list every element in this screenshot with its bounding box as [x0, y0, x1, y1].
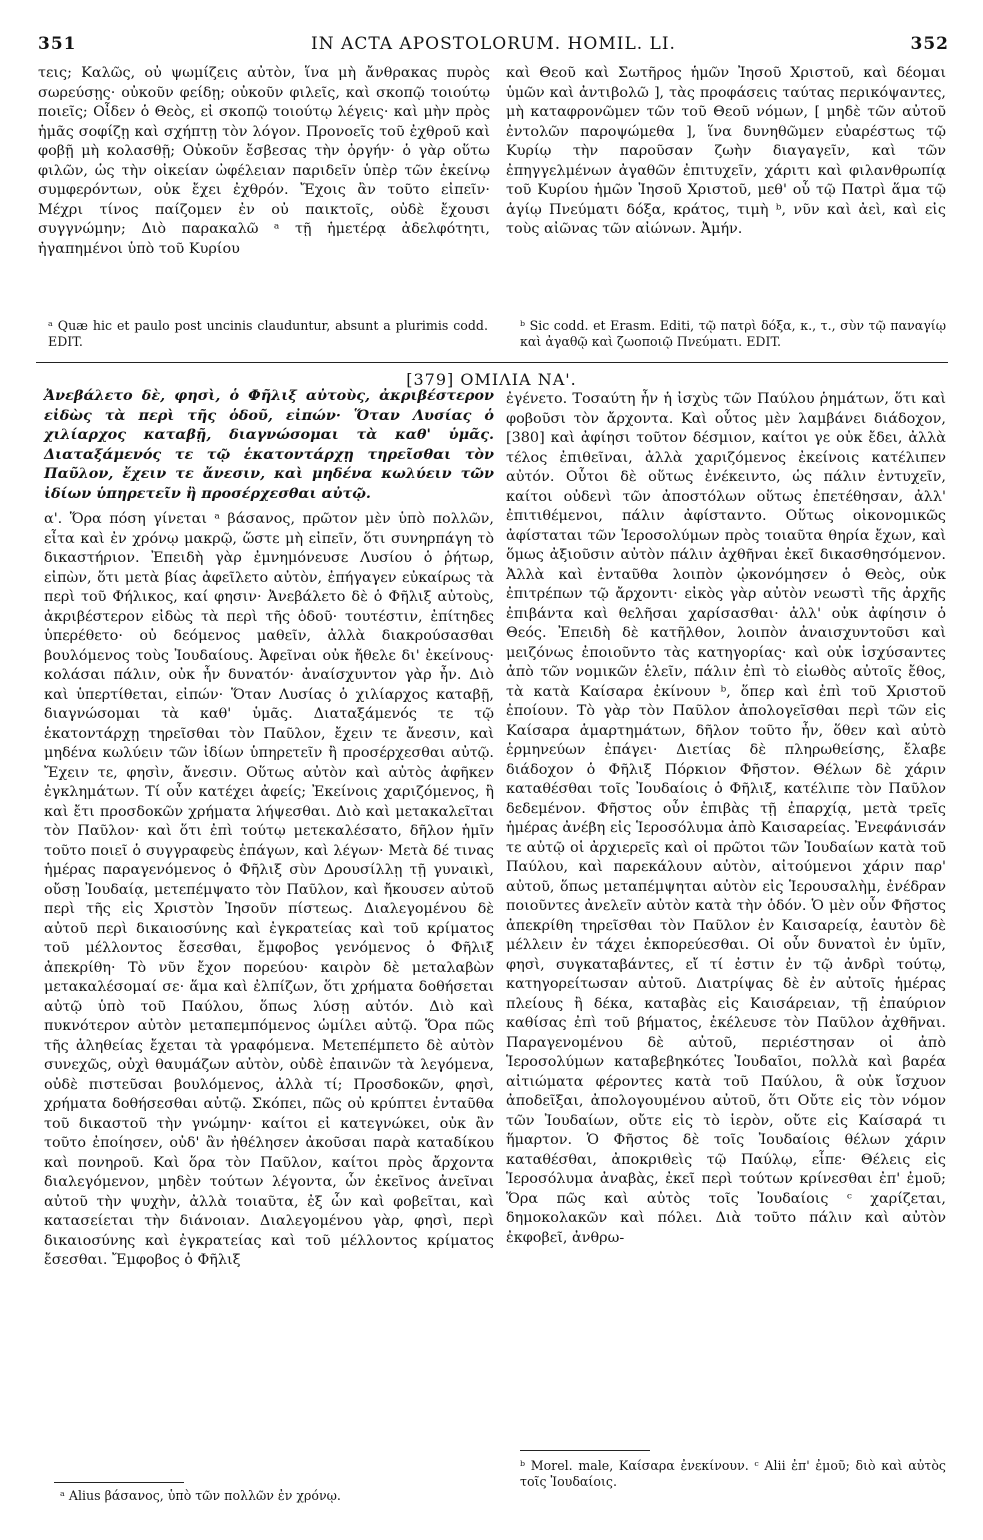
homily-summary-text: Ἀνεβάλετο δὲ, φησὶ, ὁ Φῆλιξ αὐτοὺς, ἀκριβέστερον εἰδὼς τὰ περὶ τῆς ὁδοῦ, εἰπών· Ὅταν Λυσίας ὁ χιλίαρχος καταβῇ, διαγνώσομαι τὰ καθ' ὑμᾶς. Διαταξάμενός τε τῷ ἑκατοντάρχῃ τηρεῖσθαι τὸν Παῦλον, ἔχειν τε ἄνεσιν, καὶ μηδένα κωλύειν τῶν ἰδίων ὑπηρετεῖν ἢ προσέρχεσθαι αὐτῷ.	[44, 387, 494, 502]
homily-right-paragraph: ἐγένετο. Τοσαύτη ἦν ἡ ἰσχὺς τῶν Παύλου ῥημάτων, ὅτι καὶ φοβοῦσι τὸν ἄρχοντα. Καὶ οὗτος μὲν λαμβάνει διάδοχον, [380] καὶ ἀφίησι τοῦτον δέσμιον, καίτοι γε οὐκ ἔδει, ἀλλὰ τέλος ἐπιθεῖναι, ἀλλὰ χαριζόμενος ἐκείνοις κατέλιπεν αὐτόν. Οὗτοι δὲ οὕτως ἐνέκειντο, ὡς πάλιν ἐντυχεῖν, καίτοι οὐδενὶ τῶν ἀποστόλων οὕτως ἐπετέθησαν, ἀλλ' ἐπιτιθέμενοι, πάλιν ἀφίσταντο. Οὕτως οἰκονομικῶς ἀφίσταται τῶν Ἱεροσολύμων πρὸς τοιαῦτα θηρία ἔχων, καὶ ὅμως ἀξιοῦσιν αὐτὸν πάλιν ἀχθῆναι ἐκεῖ δικασθησόμενον. Ἀλλὰ καὶ ἐνταῦθα λοιπὸν ᾠκονόμησεν ὁ Θεὸς, οὐκ ἐπιτρέπων τῷ ἄρχοντι· εἰκὸς γὰρ αὐτὸν νεωστὶ τῆς ἀρχῆς ἐπιβάντα καὶ θελῆσαι χαρίσασθαι· ἀλλ' οὐκ ἀφίησιν ὁ Θεός. Ἐπειδὴ δὲ κατῆλθον, λοιπὸν ἀναισχυντοῦσι καὶ μειζόνως ἐποιοῦντο τὰς κατηγορίας· καὶ οὐκ ἰσχύσαντες ἀπὸ τῶν νομικῶν ἑλεῖν, πάλιν ἐπὶ τὸ εἰωθὸς αὐτοῖς ἔθος, τὰ κατὰ Καίσαρα ἐκίνουν ᵇ, ὅπερ καὶ ἐπὶ τοῦ Χριστοῦ ἐποίουν. Τὸ γὰρ τὸν Παῦλον ἀπολογεῖσθαι περὶ τῶν εἰς Καίσαρα ἁμαρτημάτων, δῆλον τοῦτο ἦν, ὅθεν καὶ αὐτὸ ἑρμηνεύων ἐπάγει· Διετίας δὲ πληρωθείσης, ἔλαβε διάδοχον ὁ Φῆλιξ Πόρκιον Φῆστον. Θέλων δὲ χάριν καταθέσθαι τοῖς Ἰουδαίοις ὁ Φῆλιξ, κατέλιπε τὸν Παῦλον δεδεμένον. Φῆστος οὖν ἐπιβὰς τῇ ἐπαρχίᾳ, μετὰ τρεῖς ἡμέρας ἀνέβη εἰς Ἱεροσόλυμα ἀπὸ Καισαρείας. Ἐνεφάνισάν τε αὐτῷ οἱ ἀρχιερεῖς καὶ οἱ πρῶτοι τῶν Ἰουδαίων κατὰ τοῦ Παύλου, καὶ παρεκάλουν αὐτὸν, αἰτούμενοι χάριν παρ' αὐτοῦ, ὅπως μεταπέμψηται αὐτὸν εἰς Ἱερουσαλὴμ, ἐνέδραν ποιοῦντες ἀνελεῖν αὐτὸν κατὰ τὴν ὁδόν. Ὁ μὲν οὖν Φῆστος ἀπεκρίθη τηρεῖσθαι τὸν Παῦλον ἐν Καισαρείᾳ, ἑαυτὸν δὲ μέλλειν ἐν τάχει ἐκπορεύεσθαι. Οἱ οὖν δυνατοὶ ἐν ὑμῖν, φησὶ, συγκαταβάντες, εἴ τί ἐστιν ἐν τῷ ἀνδρὶ τούτῳ, κατηγορείτωσαν αὐτοῦ. Διατρίψας δὲ ἐν αὐτοῖς ἡμέρας πλείους ἢ δέκα, καταβὰς εἰς Καισάρειαν, τῇ ἐπαύριον καθίσας ἐπὶ τοῦ βήματος, ἐκέλευσε τὸν Παῦλον ἀχθῆναι. Παραγενομένου δὲ αὐτοῦ, περιέστησαν οἱ ἀπὸ Ἱεροσολύμων καταβεβηκότες Ἰουδαῖοι, πολλὰ καὶ βαρέα αἰτιώματα φέροντες κατὰ τοῦ Παύλου, ἃ οὐκ ἴσχυον ἀποδεῖξαι, ἀπολογουμένου αὐτοῦ, ὅτι Οὔτε εἰς τὸν νόμον τῶν Ἰουδαίων, οὔτε εἰς τὸ ἱερὸν, οὔτε εἰς Καίσαρά τι ἥμαρτον. Ὁ Φῆστος δὲ τοῖς Ἰουδαίοις θέλων χάριν καταθέσθαι, ἀποκριθεὶς τῷ Παύλῳ, εἶπε· Θέλεις εἰς Ἱεροσόλυμα ἀναβὰς, ἐκεῖ περὶ τούτων κρίνεσθαι ἐπ' ἐμοῦ; Ὅρα πῶς καὶ αὐτὸς τοῖς Ἰουδαίοις ᶜ χαρίζεται, δημοκολακῶν καὶ πόλει. Διὰ τοῦτο πάλιν καὶ αὐτὸν ἐκφοβεῖ, ἀνθρω-	[506, 391, 946, 1246]
homily-left-column	[44, 510, 494, 1271]
homily-title: [379] ΟΜΙΛΙΑ ΝΑ'.	[406, 370, 577, 389]
homily-left-paragraph: α'. Ὅρα πόση γίνεται ᵃ βάσανος, πρῶτον μὲν ὑπὸ πολλῶν, εἶτα καὶ ἐν χρόνῳ μακρῷ, ὥστε μὴ εἰπεῖν, ὅτι συνηρπάγη τὸ δικαστήριον. Ἐπειδὴ γὰρ ἐμνημόνευσε Λυσίου ὁ ῥήτωρ, εἰπὼν, ὅτι μετὰ βίας ἀφεῖλετο αὐτὸν, ἐπήγαγεν εὐκαίρως τὰ περὶ τοῦ Φήλικος, καί φησιν· Ἀνεβάλετο δὲ ὁ Φῆλιξ αὐτοὺς, ἀκριβέστερον εἰδὼς τὰ περὶ τῆς ὁδοῦ· τουτέστιν, ἐπίτηδες ὑπερέθετο· οὐ δεόμενος μαθεῖν, ἀλλὰ διακρούσασθαι βουλόμενος τοὺς Ἰουδαίους. Ἀφεῖναι οὐκ ἤθελε δι' ἐκείνους· κολάσαι πάλιν, οὐκ ἦν δυνατόν· ἀναίσχυντον γὰρ ἦν. Διὸ καὶ ὑπερτίθεται, εἰπών· Ὅταν Λυσίας ὁ χιλίαρχος καταβῇ, διαγνώσομαι τὰ καθ' ὑμᾶς. Διαταξάμενός τε τῷ ἑκατοντάρχῃ τηρεῖσθαι τὸν Παῦλον, ἔχειν τε ἄνεσιν, καὶ μηδένα κωλύειν τῶν ἰδίων ὑπηρετεῖν ἢ προσέρχεσθαι αὐτῷ. Ἔχειν τε, φησὶν, ἄνεσιν. Οὕτως αὐτὸν καὶ αὐτὸς ἀφῆκεν ἐγκλημάτων. Τί οὖν κατέχει ἀφείς; Ἐκείνοις χαριζόμενος, ἢ καὶ ἔτι προσδοκῶν χρήματα λήψεσθαι. Διὸ καὶ μετακαλεῖται τὸν Παῦλον· καὶ ὅτι ἐπὶ τούτῳ μετεκαλέσατο, δῆλον ἡμῖν τοῦτο ποιεῖ ὁ συγγραφεὺς ἐπάγων, καὶ λέγων· Μετὰ δέ τινας ἡμέρας παραγενόμενος ὁ Φῆλιξ σὺν Δρουσίλλῃ τῇ γυναικὶ, οὔσῃ Ἰουδαίᾳ, μετεπέμψατο τὸν Παῦλον, καὶ ἤκουσεν αὐτοῦ περὶ τῆς εἰς Χριστὸν Ἰησοῦν πίστεως. Διαλεγομένου δὲ αὐτοῦ περὶ δικαιοσύνης καὶ ἐγκρατείας καὶ τοῦ κρίματος τοῦ μέλλοντος ἔσεσθαι, ἔμφοβος γενόμενος ὁ Φῆλιξ ἀπεκρίθη· Τὸ νῦν ἔχον πορεύου· καιρὸν δὲ μεταλαβὼν μετακαλέσομαί σε· ἅμα καὶ ἐλπίζων, ὅτι χρήματα δοθήσεται αὐτῷ ὑπὸ τοῦ Παύλου, ὅπως λύσῃ αὐτόν. Διὸ καὶ πυκνότερον αὐτὸν μεταπεμπόμενος ὡμίλει αὐτῷ. Ὅρα πῶς τῆς ἀληθείας ἔχεται τὰ γραφόμενα. Μετεπέμπετο δὲ αὐτὸν συνεχῶς, οὐχὶ θαυμάζων αὐτὸν, οὐδὲ ἐπαινῶν τὰ λεγόμενα, οὐδὲ πιστεῦσαι βουλόμενος, ἀλλὰ τί; Προσδοκῶν, φησὶ, χρήματα δοθήσεσθαι αὐτῷ. Σκόπει, πῶς οὐ κρύπτει ἐνταῦθα τοῦ δικαστοῦ τὴν γνώμην· καίτοι εἰ κατεγνώκει, οὐκ ἂν τοῦτο ἐποίησεν, οὐδ' ἂν ἠθέλησεν ἀκοῦσαι παρὰ καταδίκου καὶ πονηροῦ. Καὶ ὅρα τὸν Παῦλον, καίτοι πρὸς ἄρχοντα διαλεγόμενον, μηδὲν τούτων λέγοντα, ὧν ἐκεῖνος ἀνεῖναι αὐτοῦ τὴν ψυχὴν, ἀλλὰ τοιαῦτα, ἐξ ὧν καὶ φοβεῖται, καὶ κατασείεται τὴν διάνοιαν. Διαλεγομένου γὰρ, φησὶ, περὶ δικαιοσύνης καὶ ἐγκρατείας καὶ τοῦ μέλλοντος κρίματος ἔσεσθαι. Ἔμφοβος ὁ Φῆλιξ	[44, 511, 494, 1268]
homily-footnote-right: ᵇ Morel. male, Καίσαρα ἐνεκίνουν. ᶜ Alii ἐπ' ἐμοῦ; διὸ καὶ αὐτὸς τοῖς Ἰουδαίοις.	[520, 1458, 946, 1489]
footnote-rule-left	[54, 1482, 184, 1483]
running-head	[38, 34, 949, 58]
page-number-left: 351	[38, 34, 77, 54]
homily-summary	[44, 386, 494, 503]
running-title: IN ACTA APOSTOLORUM. HOMIL. LI.	[311, 34, 676, 54]
section-divider	[36, 362, 948, 363]
homily-footnote-left: ᵃ Alius βάσανος, ὑπὸ τῶν πολλῶν ἐν χρόνῳ.	[60, 1488, 341, 1503]
top-right-column	[506, 64, 946, 240]
top-footnote-left: ᵃ Quæ hic et paulo post uncinis clauduntur, absunt a plurimis codd. EDIT.	[48, 318, 488, 349]
top-footnote-right: ᵇ Sic codd. et Erasm. Editi, τῷ πατρὶ δόξα, κ., τ., σὺν τῷ παναγίῳ καὶ ἀγαθῷ καὶ ζωοποιῷ Πνεύματι. EDIT.	[520, 318, 946, 349]
top-right-paragraph: καὶ Θεοῦ καὶ Σωτῆρος ἡμῶν Ἰησοῦ Χριστοῦ, καὶ δέομαι ὑμῶν καὶ ἀντιβολῶ ], τὰς προφάσεις ταύτας περικόψαντες, μὴ καταφρονῶμεν τῶν τοῦ Θεοῦ νόμων, [ μηδὲ τῶν αὐτοῦ ἐντολῶν παροψώμεθα ], ἵνα δυνηθῶμεν εὐαρέστως τῷ Κυρίῳ τὴν παροῦσαν ζωὴν διαγαγεῖν, καὶ τῶν ἐπηγγελμένων ἀγαθῶν ἐπιτυχεῖν, χάριτι καὶ φιλανθρωπίᾳ τοῦ Κυρίου ἡμῶν Ἰησοῦ Χριστοῦ, μεθ' οὗ τῷ Πατρὶ ἅμα τῷ ἁγίῳ Πνεύματι δόξα, κράτος, τιμὴ ᵇ, νῦν καὶ ἀεὶ, καὶ εἰς τοὺς αἰῶνας τῶν αἰώνων. Ἀμήν.	[506, 65, 946, 237]
footnote-rule-right	[520, 1450, 650, 1451]
homily-right-column	[506, 390, 946, 1248]
top-left-paragraph: τεις; Καλῶς, οὐ ψωμίζεις αὐτὸν, ἵνα μὴ ἄνθρακας πυρὸς σωρεύσῃς· οὐκοῦν φείδῃ; οὐκοῦν φιλεῖς, καὶ σκοπῷ τοιούτῳ ποιεῖς; Οἶδεν ὁ Θεὸς, εἰ σκοπῷ τοιούτῳ λέγεις· καὶ μὴν πρὸς ἡμᾶς σοφίζῃ καὶ σχήπτῃ τὸν λόγον. Προνοεῖς τοῦ ἐχθροῦ καὶ φοβῇ μὴ κολασθῇ; Οὐκοῦν ἔσβεσας τὴν ὀργήν· ὁ γὰρ οὕτω φιλῶν, ὡς τὴν οἰκείαν ὠφέλειαν παριδεῖν ὑπὲρ τῶν ἐκείνῳ συμφερόντων, οὐκ ἔχει ἐχθρόν. Ἔχοις ἂν τοῦτο εἰπεῖν· Μέχρι τίνος παίζομεν ἐν οὐ παικτοῖς, οὐδὲ ἔχουσι συγγνώμην; Διὸ παρακαλῶ ᵃ τῇ ἡμετέρᾳ ἀδελφότητι, ἠγαπημένοι ὑπὸ τοῦ Κυρίου	[38, 65, 490, 257]
page-number-right: 352	[910, 34, 949, 54]
top-left-column	[38, 64, 490, 259]
